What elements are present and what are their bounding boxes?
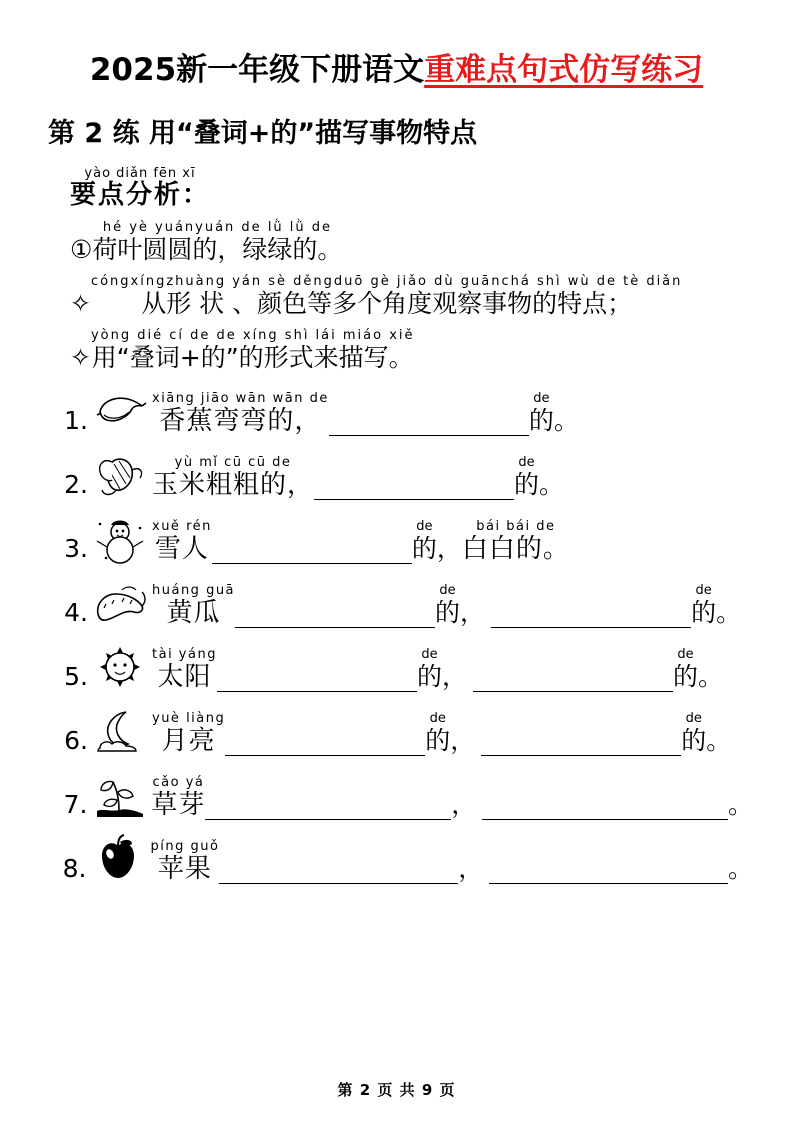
exercise-number: 6. (64, 726, 88, 755)
end-punctuation: 。 (727, 854, 753, 883)
key-point-hanzi: 从形 状 、颜色等多个角度观察事物的特点； (141, 289, 633, 318)
title-red-part: 重难点句式仿写练习 (424, 52, 704, 88)
exercise-answer-hanzi: 白白的。 (461, 534, 570, 564)
answer-blank[interactable] (314, 473, 514, 500)
key-point-hanzi: 荷叶圆圆的，绿绿的。 (92, 235, 343, 264)
end-punctuation: 。 (706, 726, 732, 755)
mid-punctuation: ， (458, 854, 484, 883)
exercise-word-pinyin: huáng guā (152, 583, 236, 598)
de-pinyin: de (429, 711, 446, 726)
exercise-word-pinyin: xiāng jiāo wān wān de (152, 391, 329, 406)
key-point-line (70, 220, 753, 264)
title-black-part: 2025新一年级下册语文 (89, 52, 425, 88)
exercise-row (54, 770, 753, 820)
exercise-number: 8. (62, 854, 87, 883)
exercise-row (54, 578, 753, 628)
de-hanzi: 的 (411, 534, 437, 563)
end-punctuation: 。 (539, 470, 565, 499)
exercise-number: 7. (63, 790, 88, 819)
end-punctuation: 。 (716, 598, 742, 627)
key-point-line (70, 328, 753, 372)
de-pinyin: de (421, 647, 438, 662)
end-punctuation: 。 (553, 406, 579, 435)
exercise-word-pinyin: yuè liàng (152, 711, 226, 726)
key-point-ruby (92, 220, 342, 264)
corn-icon (92, 450, 150, 500)
exercise-answer-pinyin: bái bái de (476, 519, 556, 534)
key-point-hanzi: 用“叠词+的”的形式来描写。 (91, 343, 414, 372)
end-punctuation: 。 (698, 662, 724, 691)
exercise-word (152, 391, 329, 436)
exercise-word-hanzi: 雪人 (154, 534, 209, 564)
page-title (40, 44, 753, 89)
answer-blank[interactable] (329, 409, 529, 436)
answer-blank[interactable] (217, 665, 417, 692)
answer-blank[interactable] (481, 729, 681, 756)
exercise-number: 2. (64, 470, 88, 499)
key-points-heading-hanzi: 要点分析： (70, 180, 211, 210)
key-point-marker: ✧ (70, 289, 91, 318)
key-point-pinyin: cóngxíngzhuàng yán sè děngduō gè jiǎo dù guānchá shì wù de tè diǎn (90, 274, 683, 289)
answer-blank[interactable] (212, 537, 412, 564)
de-pinyin: de (533, 391, 550, 406)
de-slot (514, 455, 539, 500)
page-footer: 第 2 页 共 9 页 (337, 1081, 456, 1099)
exercise-word-pinyin: cǎo yá (152, 775, 205, 790)
key-points-heading (70, 166, 753, 210)
exercise-row (54, 642, 753, 692)
key-points-heading-ruby (70, 166, 210, 210)
mid-punctuation: ， (436, 534, 462, 563)
exercise-word-hanzi: 草芽 (151, 790, 206, 820)
de-slot (673, 647, 698, 692)
apple-icon (90, 834, 148, 884)
key-point-line (70, 274, 753, 318)
exercise-row (54, 386, 753, 436)
exercise-word-hanzi: 玉米粗粗的， (152, 470, 315, 500)
lesson-subtitle: 第 2 练 用“叠词+的”描写事物特点 (48, 118, 478, 149)
exercise-number: 3. (64, 534, 88, 563)
answer-blank[interactable] (473, 665, 673, 692)
exercise-word-pinyin: yù mǐ cū cū de (174, 455, 292, 470)
exercise-word-hanzi: 苹果 (157, 854, 212, 884)
snowman-icon (92, 514, 150, 564)
key-point-ruby (91, 274, 682, 318)
exercise-row (54, 706, 753, 756)
de-hanzi: 的 (416, 662, 442, 691)
sprout-icon (91, 770, 149, 820)
mid-punctuation: ， (451, 790, 477, 819)
answer-blank[interactable] (489, 857, 728, 884)
de-hanzi: 的 (435, 598, 461, 627)
exercise-word-pinyin: xuě rén (152, 519, 212, 534)
exercise-number: 4. (64, 598, 88, 627)
mid-punctuation: ， (450, 726, 476, 755)
de-hanzi: 的 (681, 726, 707, 755)
key-point-marker: ✧ (70, 343, 91, 372)
exercise-row (54, 514, 753, 564)
exercise-number: 1. (64, 406, 88, 435)
exercise-word-hanzi: 黄瓜 (166, 598, 221, 628)
de-pinyin: de (677, 647, 694, 662)
de-pinyin: de (439, 583, 456, 598)
de-hanzi: 的 (425, 726, 451, 755)
answer-blank[interactable] (205, 793, 451, 820)
sun-icon (92, 642, 150, 692)
exercise-word-hanzi: 香蕉弯弯的， (159, 406, 322, 436)
exercise-word (152, 583, 235, 628)
exercise-word (152, 455, 314, 500)
exercise-word-hanzi: 太阳 (157, 662, 212, 692)
key-point-marker: ① (70, 235, 93, 264)
answer-blank[interactable] (235, 601, 435, 628)
de-slot (681, 711, 706, 756)
answer-blank[interactable] (491, 601, 691, 628)
de-hanzi: 的 (691, 598, 717, 627)
banana-icon (92, 386, 150, 436)
de-hanzi: 的 (673, 662, 699, 691)
de-slot (435, 583, 460, 628)
exercise-answer-word (462, 519, 570, 564)
exercise-row (54, 450, 753, 500)
exercise-word (151, 775, 205, 820)
exercise-word (152, 647, 217, 692)
answer-blank[interactable] (219, 857, 458, 884)
exercise-word-hanzi: 月亮 (161, 726, 216, 756)
key-point-ruby (91, 328, 415, 372)
key-points-heading-pinyin: yào diǎn fēn xī (84, 166, 196, 181)
de-slot (529, 391, 554, 436)
key-point-pinyin: yòng dié cí de de xíng shì lái miáo xiě (90, 328, 415, 343)
answer-blank[interactable] (225, 729, 425, 756)
key-point-pinyin: hé yè yuányuán de lǜ lǜ de (102, 220, 333, 235)
de-pinyin: de (416, 519, 433, 534)
mid-punctuation: ， (460, 598, 486, 627)
de-hanzi: 的 (514, 470, 540, 499)
de-slot (425, 711, 450, 756)
de-slot (412, 519, 437, 564)
exercise-word (152, 711, 225, 756)
de-slot (417, 647, 442, 692)
moon-icon (92, 706, 150, 756)
de-slot (691, 583, 716, 628)
mid-punctuation: ， (441, 662, 467, 691)
de-pinyin: de (518, 455, 535, 470)
exercise-row (54, 834, 753, 884)
exercise-word (152, 519, 212, 564)
end-punctuation: 。 (727, 790, 753, 819)
exercise-number: 5. (64, 662, 88, 691)
de-hanzi: 的 (528, 406, 554, 435)
exercise-word-pinyin: tài yáng (152, 647, 217, 662)
answer-blank[interactable] (482, 793, 728, 820)
exercise-word (150, 839, 219, 884)
cucumber-icon (92, 578, 150, 628)
de-pinyin: de (685, 711, 702, 726)
exercise-word-pinyin: píng guǒ (150, 839, 220, 854)
de-pinyin: de (695, 583, 712, 598)
